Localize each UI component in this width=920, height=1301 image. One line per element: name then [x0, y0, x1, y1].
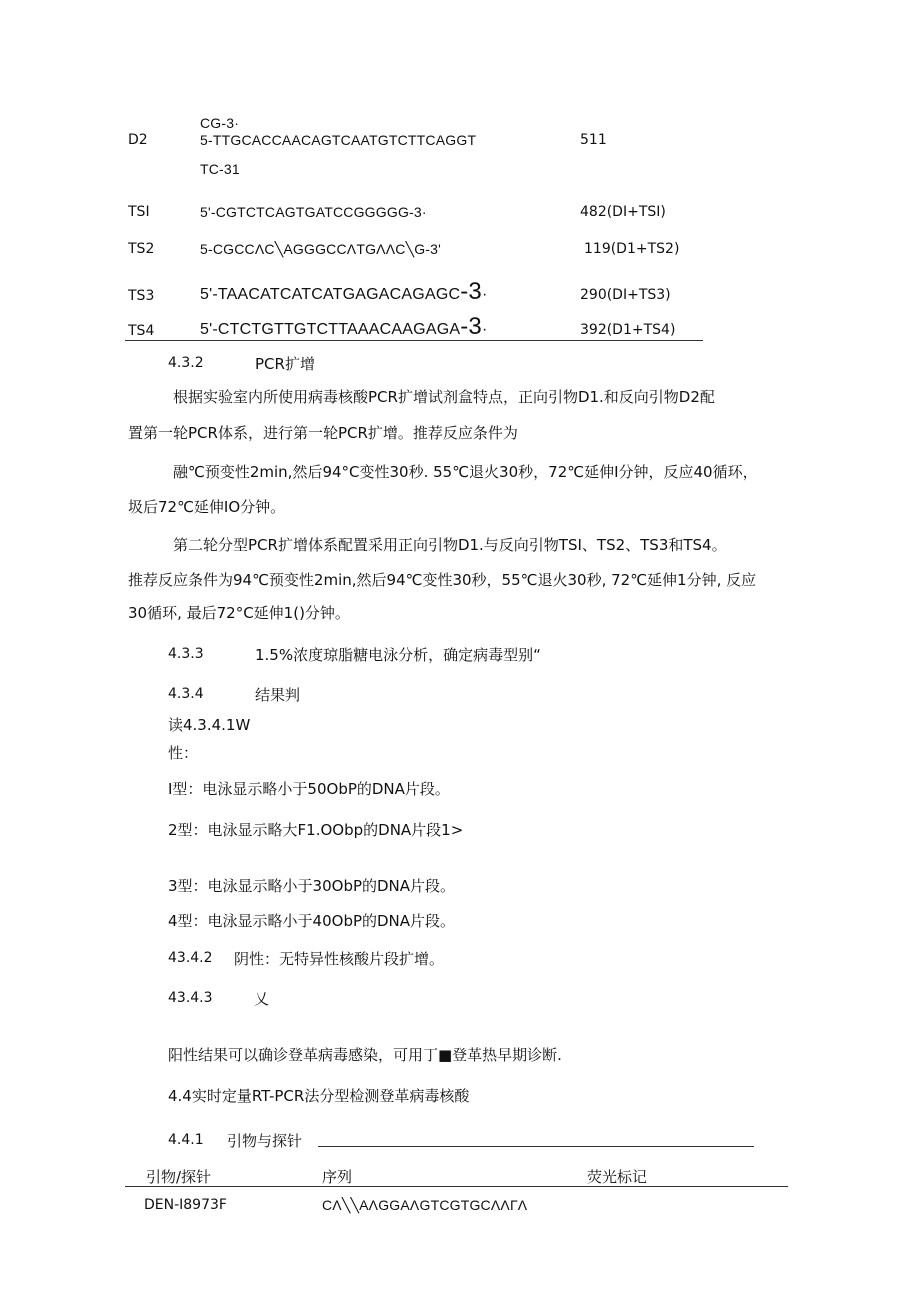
primer-name-tsi: TSI [128, 204, 150, 220]
positive-result-text: 阳性结果可以确诊登革病毒感染，可用丁■登革热早期诊断. [168, 1046, 562, 1064]
section-number-433: 4.3.3 [168, 646, 204, 662]
section-title-44: 4.4实时定量RT-PCR法分型检测登革病毒核酸 [168, 1087, 470, 1105]
section-title-4342: 阴性：无特异性核酸片段扩增。 [234, 950, 445, 968]
paragraph-line: 圾后72℃延伸IO分钟。 [128, 498, 286, 516]
paragraph-line: 根据实验室内所使用病毒核酸PCR扩增试剂盒特点，正向引物D1.和反向引物D2配 [173, 388, 715, 406]
paragraph-line: 融℃预变性2min,然后94°C变性30秒. 55℃退火30秒，72℃延伸I分钟，反应40循环， [173, 463, 758, 481]
section-number-4342: 43.4.2 [168, 950, 213, 966]
primer-name-ts2: TS2 [128, 241, 155, 257]
primer-seq-cont2: TC-31 [200, 161, 240, 177]
type-1-result: I型：电泳显示略小于50ObP的DNA片段。 [168, 780, 450, 798]
type-2-result: 2型：电泳显示略大F1.OObp的DNA片段1> [168, 821, 464, 839]
section-title-4343: 乂 [254, 990, 270, 1008]
primer-size-tsi: 482(DI+TSI) [580, 204, 666, 220]
primer-seq-ts4: 5'-CTCTGTTGTCTTAAACAAGAGA-3· [200, 313, 488, 340]
section-title-441: 引物与探针 [227, 1132, 303, 1150]
primer-seq-cont: CG-3· [200, 115, 240, 131]
table-bottom-rule [125, 340, 703, 341]
probe-seq-den1: CΛ╲╲AΛGGAΛGTCGTGCΛΛГΛ [322, 1197, 528, 1213]
type-4-result: 4型：电泳显示略小于40ObP的DNA片段。 [168, 912, 456, 930]
primer-name-d2: D2 [128, 132, 148, 148]
section-title-432: PCR扩增 [255, 355, 315, 373]
result-xing-line: 性： [168, 744, 199, 762]
paragraph-line: 推荐反应条件为94℃预变性2min,然后94℃变性30秒，55℃退火30秒, 72℃延伸1分钟, 反应 [128, 571, 757, 589]
section-title-434: 结果判 [255, 686, 301, 704]
paragraph-line: 置第一轮PCR体系，进行第一轮PCR扩增。推荐反应条件为 [128, 424, 518, 442]
section-underline-441 [318, 1146, 754, 1147]
primer-seq-ts3: 5'-TAACATCATCATGAGACAGAGC-3· [200, 278, 488, 305]
probe-header-name: 引物/探针 [146, 1168, 212, 1186]
probe-header-seq: 序列 [322, 1168, 353, 1186]
primer-seq-ts2: 5-CGCCΛC╲AGGGCCΛTGΛΛC╲G-3' [200, 241, 442, 257]
primer-name-ts3: TS3 [128, 288, 155, 304]
section-number-4343: 43.4.3 [168, 990, 213, 1006]
primer-size-ts4: 392(D1+TS4) [580, 322, 676, 338]
paragraph-line: 30循环, 最后72°C延伸1()分钟。 [128, 604, 350, 622]
primer-seq-d2: 5-TTGCACCAACAGTCAATGTCTTCAGGT [200, 132, 477, 148]
section-number-432: 4.3.2 [168, 355, 204, 371]
probe-header-label: 荧光标记 [587, 1168, 648, 1186]
primer-seq-tsi: 5'-CGTCTCAGTGATCCGGGGG-3· [200, 204, 427, 220]
section-number-441: 4.4.1 [168, 1132, 204, 1148]
result-read-line: 读4.3.4.1W [168, 716, 251, 734]
primer-size-d2: 511 [580, 132, 607, 148]
probe-name-den1: DEN-I8973F [144, 1197, 227, 1213]
section-title-433: 1.5%浓度琼脂糖电泳分析，确定病毒型别“ [255, 646, 541, 664]
type-3-result: 3型：电泳显示略小于30ObP的DNA片段。 [168, 877, 456, 895]
primer-name-ts4: TS4 [128, 323, 155, 339]
primer-size-ts2: 119(D1+TS2) [584, 241, 680, 257]
section-number-434: 4.3.4 [168, 686, 204, 702]
primer-size-ts3: 290(DI+TS3) [580, 287, 671, 303]
probe-header-rule [125, 1186, 788, 1187]
paragraph-line: 第二轮分型PCR扩增体系配置采用正向引物D1.与反向引物TSI、TS2、TS3和TS4。 [173, 536, 727, 554]
